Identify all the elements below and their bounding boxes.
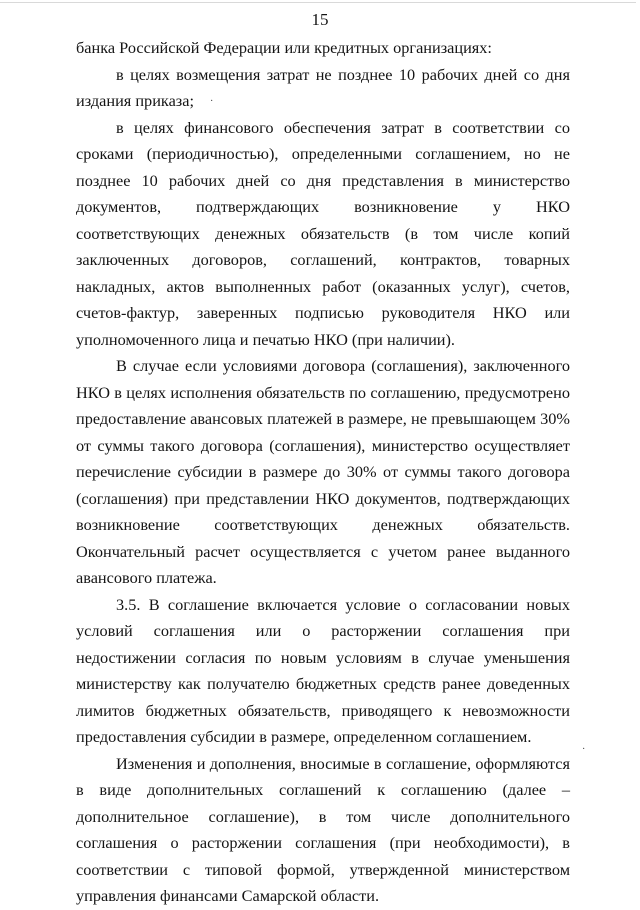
- paragraph-3: в целях финансового обеспечения затрат в соответствии со сроками (периодичностью), определенными соглашением, но не позднее 10 рабочих дней со дня представления в министерство документов, подтверждающих возникновение у НКО соответствующих денежных обязательств (в том числе копий заключенных договоров, соглашений, контрактов, товарных накладных, актов выполненных работ (оказанных услуг), счетов, счетов-фактур, заверенных подписью руководителя НКО или уполномоченного лица и печатью НКО (при наличии).: [76, 117, 570, 349]
- paragraph-2: в целях возмещения затрат не позднее 10 рабочих дней со дня издания приказа;: [76, 64, 570, 110]
- paragraph-1: банка Российской Федерации или кредитных организациях:: [76, 38, 492, 57]
- page-number: 15: [311, 10, 329, 29]
- paragraph-6: Изменения и дополнения, вносимые в соглашение, оформляются в виде дополнительных соглашений к соглашению (далее – дополнительное соглашение), в том числе дополнительного соглашения о расторжении соглашения (при необходимости), в соответствии с типовой формой, утвержденной министерством управления финансами Самарской области.: [76, 753, 570, 905]
- scan-speck: ·: [210, 96, 214, 107]
- scan-speck: ·: [582, 744, 586, 755]
- scan-top-edge: [0, 2, 636, 3]
- paragraph-4: В случае если условиями договора (соглашения), заключенного НКО в целях исполнения обязательств по соглашению, предусмотрено предоставление авансовых платежей в размере, не превышающем 30% от суммы такого договора (соглашения), министерство осуществляет перечисление субсидии в размере до 30% от суммы такого договора (соглашения) при представлении НКО документов, подтверждающих возникновение соответствующих денежных обязательств. Окончательный расчет осуществляется с учетом ранее выданного авансового платежа.: [76, 356, 570, 587]
- document-body: [76, 35, 570, 910]
- paragraph-5-section-3-5: 3.5. В соглашение включается условие о согласовании новых условий соглашения или о расторжении соглашения при недостижении согласия по новым условиям в случае уменьшения министерству как получателю бюджетных средств ранее доведенных лимитов бюджетных обязательств, приводящего к невозможности предоставления субсидии в размере, определенном соглашением.: [76, 594, 570, 746]
